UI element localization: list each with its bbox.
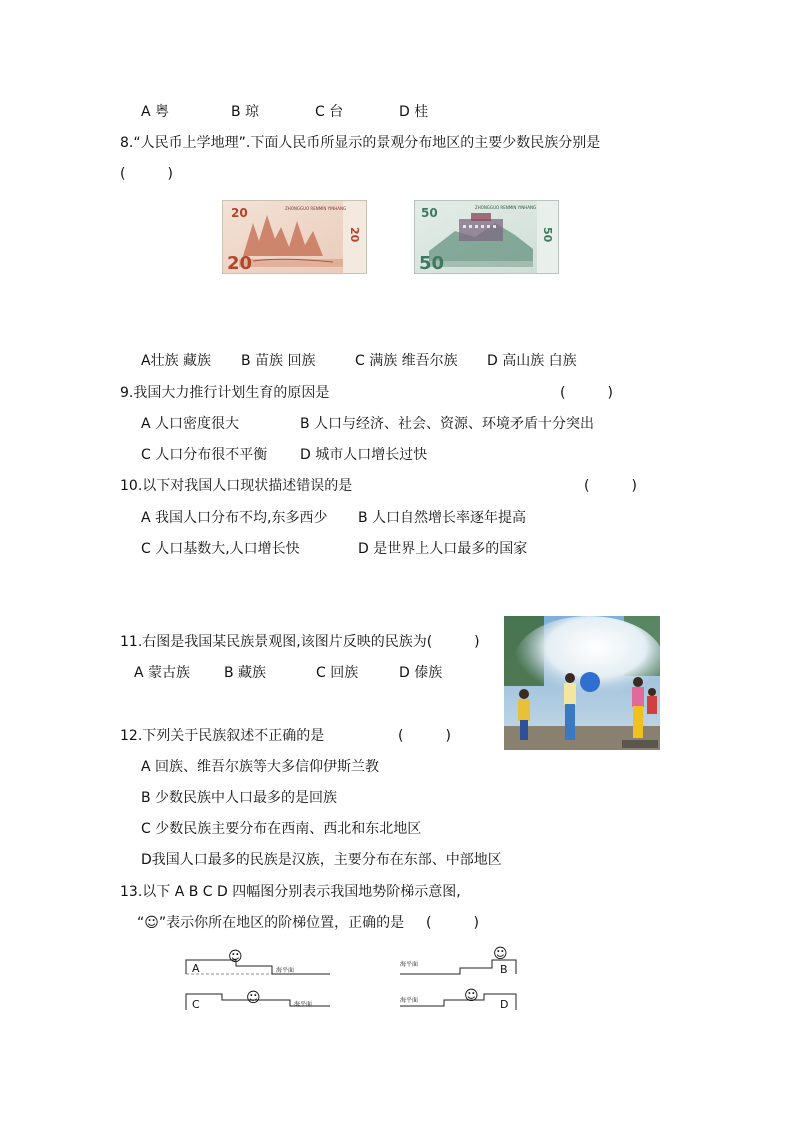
q9-option-b: B 人口与经济、社会、资源、环境矛盾十分突出 bbox=[300, 416, 595, 432]
q10-paren: ( ) bbox=[584, 478, 637, 494]
q11-option-a: A 蒙古族 bbox=[134, 665, 191, 681]
q13-stem-2: “☺”表示你所在地区的阶梯位置，正确的是 bbox=[137, 915, 405, 931]
terrain-step-diagrams bbox=[180, 942, 520, 1020]
diagram-b bbox=[400, 946, 516, 976]
q7-option-b: B 琼 bbox=[231, 104, 260, 120]
q9-option-c: C 人口分布很不平衡 bbox=[141, 447, 268, 463]
q10-option-c: C 人口基数大,人口增长快 bbox=[141, 541, 300, 557]
diagram-b-smiley-icon: ☺ bbox=[493, 946, 508, 962]
diagram-b-sea-level: 海平面 bbox=[400, 961, 419, 968]
diagram-c-sea-level: 海平面 bbox=[294, 1001, 313, 1008]
banknote-20-image bbox=[222, 200, 367, 274]
banknote-50-corner-value: 50 bbox=[421, 206, 438, 220]
diagram-c-smiley-icon: ☺ bbox=[246, 990, 261, 1006]
diagram-a-label: A bbox=[192, 962, 200, 975]
banknote-20-large-value: 20 bbox=[227, 253, 253, 273]
q7-option-d: D 桂 bbox=[399, 104, 429, 120]
q7-option-a: A 粤 bbox=[141, 104, 170, 120]
q10-option-d: D 是世界上人口最多的国家 bbox=[358, 541, 528, 557]
q9-option-a: A 人口密度很大 bbox=[141, 416, 240, 432]
banknote-20-header: ZHONGGUO RENMIN YINHANG bbox=[285, 206, 347, 211]
q8-stem: 8.“人民币上学地理”.下面人民币所显示的景观分布地区的主要少数民族分别是 bbox=[120, 135, 601, 151]
q11-option-c: C 回族 bbox=[316, 665, 359, 681]
diagram-a-smiley-icon: ☺ bbox=[228, 949, 243, 965]
diagram-d-sea-level: 海平面 bbox=[400, 997, 419, 1004]
q12-option-d: D我国人口最多的民族是汉族，主要分布在东部、中部地区 bbox=[141, 852, 502, 868]
q12-option-a: A 回族、维吾尔族等大多信仰伊斯兰教 bbox=[141, 759, 380, 775]
q10-option-a: A 我国人口分布不均,东多西少 bbox=[141, 510, 328, 526]
q9-paren: ( ) bbox=[560, 385, 613, 401]
q8-option-d: D 高山族 白族 bbox=[487, 353, 577, 369]
q12-stem: 12.下列关于民族叙述不正确的是 bbox=[120, 728, 325, 744]
q7-option-c: C 台 bbox=[315, 104, 344, 120]
water-festival-photo bbox=[504, 616, 660, 750]
diagram-c bbox=[186, 990, 330, 1011]
q12-paren: ( ) bbox=[398, 728, 451, 744]
diagram-a bbox=[186, 949, 330, 975]
q12-option-b: B 少数民族中人口最多的是回族 bbox=[141, 790, 338, 806]
q10-stem: 10.以下对我国人口现状描述错误的是 bbox=[120, 478, 353, 494]
q8-option-a: A壮族 藏族 bbox=[141, 353, 212, 369]
q11-stem: 11.右图是我国某民族景观图,该图片反映的民族为( ) bbox=[120, 634, 480, 650]
q11-option-b: B 藏族 bbox=[224, 665, 267, 681]
q12-option-c: C 少数民族主要分布在西南、西北和东北地区 bbox=[141, 821, 422, 837]
diagram-a-sea-level: 海平面 bbox=[276, 967, 295, 974]
q8-option-b: B 苗族 回族 bbox=[241, 353, 316, 369]
banknote-20-side-value: 20 bbox=[348, 227, 361, 243]
q10-option-b: B 人口自然增长率逐年提高 bbox=[358, 510, 527, 526]
q8-paren: ( ) bbox=[120, 166, 173, 182]
diagram-d-smiley-icon: ☺ bbox=[464, 988, 479, 1004]
q13-paren: ( ) bbox=[426, 915, 479, 931]
diagram-d-label: D bbox=[500, 998, 509, 1011]
q9-stem: 9.我国大力推行计划生育的原因是 bbox=[120, 385, 330, 401]
diagram-d bbox=[400, 988, 516, 1011]
q13-stem: 13.以下 A B C D 四幅图分别表示我国地势阶梯示意图, bbox=[120, 884, 461, 900]
q9-option-d: D 城市人口增长过快 bbox=[300, 447, 428, 463]
banknote-50-side-value: 50 bbox=[541, 227, 554, 243]
q11-option-d: D 傣族 bbox=[399, 665, 443, 681]
banknote-50-header: ZHONGGUO RENMIN YINHANG bbox=[475, 205, 537, 210]
q8-option-c: C 满族 维吾尔族 bbox=[355, 353, 458, 369]
banknote-50-image bbox=[414, 200, 559, 274]
banknote-50-large-value: 50 bbox=[419, 253, 445, 273]
banknote-20-corner-value: 20 bbox=[231, 206, 248, 220]
diagram-c-label: C bbox=[192, 998, 200, 1011]
diagram-b-label: B bbox=[500, 963, 508, 976]
